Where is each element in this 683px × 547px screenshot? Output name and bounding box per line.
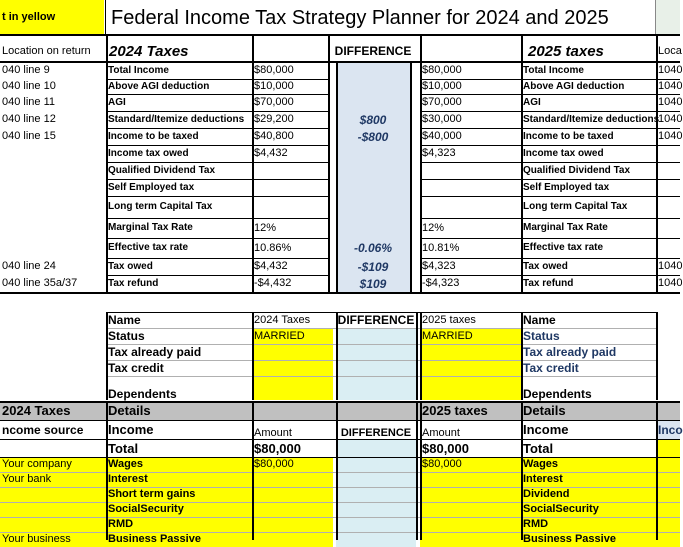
status-label: Tax already paid <box>108 345 202 359</box>
value-2025[interactable] <box>420 179 521 196</box>
status-difference[interactable] <box>336 344 416 360</box>
row-label: Qualified Dividend Tax <box>108 164 216 176</box>
details-2025-taxes: 2025 taxes <box>420 401 521 420</box>
income-label: Business Passive <box>106 532 252 547</box>
row-location-2025 <box>656 196 680 218</box>
difference-value[interactable]: $109 <box>336 275 410 292</box>
total-label: Total <box>108 440 139 456</box>
status-2024-value[interactable]: MARRIED <box>252 328 333 344</box>
status-label: Name <box>108 313 141 327</box>
status-label-2025: Tax already paid <box>523 345 617 359</box>
income-2024[interactable] <box>252 532 333 547</box>
income-source[interactable] <box>0 487 106 502</box>
row-label-2025: Tax refund <box>523 277 574 289</box>
page-title: Federal Income Tax Strategy Planner for 2024 and 2025 <box>111 7 609 29</box>
value-2025[interactable]: $10,000 <box>422 80 462 92</box>
amount-header-2025: Amount <box>422 427 460 439</box>
difference-value[interactable] <box>336 218 410 238</box>
status-2025-value[interactable] <box>420 376 521 400</box>
income-label-2025: Wages <box>521 457 656 472</box>
row-label: Self Employed tax <box>108 181 195 193</box>
status-2024-value[interactable] <box>252 376 333 400</box>
income-2024[interactable] <box>252 487 333 502</box>
status-difference[interactable] <box>336 376 416 400</box>
row-location <box>0 196 106 218</box>
income-label-2025: RMD <box>521 517 656 532</box>
income-2024[interactable] <box>252 517 333 532</box>
difference-value[interactable] <box>336 162 410 179</box>
row-location-2025: 1040 <box>658 113 683 125</box>
difference-value[interactable]: -$109 <box>336 258 410 275</box>
row-location: 040 line 10 <box>2 80 56 92</box>
income-difference[interactable] <box>336 487 416 502</box>
details-label: Details <box>106 401 252 420</box>
row-location-2025: 1040 <box>658 96 683 108</box>
difference-value[interactable] <box>336 62 410 79</box>
row-label: Tax owed <box>108 260 153 272</box>
income-difference[interactable] <box>336 472 416 487</box>
income-label: Short term gains <box>106 487 252 502</box>
value-2025[interactable]: 12% <box>422 221 445 234</box>
row-label-2025: Income to be taxed <box>523 130 614 142</box>
status-label-2025: Name <box>523 313 556 327</box>
row-label: Total Income <box>108 64 169 76</box>
income-label: Interest <box>106 472 252 487</box>
row-location-2025 <box>656 145 680 162</box>
income-label-2025: Business Passive <box>521 532 656 547</box>
total-difference[interactable] <box>336 439 416 457</box>
income-right[interactable] <box>656 502 680 517</box>
row-location <box>0 162 106 179</box>
value-2025[interactable] <box>420 196 521 218</box>
row-label-2025: Effective tax rate <box>523 242 604 253</box>
value-2025[interactable]: $70,000 <box>422 96 462 108</box>
income-2025[interactable] <box>420 472 521 487</box>
note-cell[interactable]: t in yellow <box>0 0 104 34</box>
status-2024-value[interactable]: 2024 Taxes <box>254 313 311 326</box>
value-2024[interactable]: $29,200 <box>254 113 294 125</box>
row-location: 040 line 35a/37 <box>2 277 78 289</box>
income-2024[interactable]: $80,000 <box>252 457 333 472</box>
row-label-2025: Long term Capital Tax <box>523 201 628 212</box>
details-right-bar <box>656 401 680 420</box>
income-source-header: ncome source <box>2 422 84 437</box>
row-location: 040 line 11 <box>2 96 56 108</box>
value-2024[interactable] <box>252 162 328 179</box>
income-2024[interactable] <box>252 472 333 487</box>
income-right[interactable] <box>656 487 680 502</box>
total-label-2025: Total <box>523 440 554 456</box>
income-right[interactable] <box>656 457 680 472</box>
income-2025[interactable]: $80,000 <box>420 457 521 472</box>
value-2025[interactable] <box>420 162 521 179</box>
income-difference[interactable] <box>336 532 416 547</box>
value-2024[interactable]: $40,800 <box>254 130 294 142</box>
income-label-2025: Dividend <box>521 487 656 502</box>
details-2024-taxes: 2024 Taxes <box>2 403 71 418</box>
income-label: Wages <box>106 457 252 472</box>
value-2024[interactable]: 12% <box>254 221 277 234</box>
income-difference[interactable] <box>336 502 416 517</box>
row-label: Income tax owed <box>108 147 189 159</box>
value-2024[interactable]: $4,432 <box>254 147 288 159</box>
status-2025-value[interactable]: MARRIED <box>420 328 521 344</box>
title-right-cell[interactable] <box>656 0 680 34</box>
value-2025[interactable]: $4,323 <box>422 260 456 272</box>
income-label-2025: Interest <box>521 472 656 487</box>
difference-value[interactable] <box>336 79 410 94</box>
header-location-right: Loca <box>658 44 682 57</box>
header-2025-taxes: 2025 taxes <box>528 42 604 60</box>
income-difference[interactable] <box>336 517 416 532</box>
total-right[interactable] <box>656 439 680 457</box>
status-difference[interactable] <box>336 328 416 344</box>
header-location: Location on return <box>2 44 91 57</box>
row-location <box>0 179 106 196</box>
status-label: Dependents <box>108 387 177 401</box>
row-label: Effective tax rate <box>108 242 189 253</box>
row-location <box>0 145 106 162</box>
row-location-2025 <box>656 238 680 258</box>
row-label-2025: Self Employed tax <box>523 181 610 193</box>
row-label-2025: Income tax owed <box>523 147 604 159</box>
income-2024[interactable] <box>252 502 333 517</box>
difference-value[interactable]: -0.06% <box>336 238 410 258</box>
difference-value[interactable] <box>336 196 410 218</box>
status-2025-value[interactable] <box>420 344 521 360</box>
difference-value[interactable] <box>336 145 410 162</box>
row-label: Marginal Tax Rate <box>108 222 193 233</box>
row-label-2025: Qualified Dividend Tax <box>523 164 631 176</box>
difference-header: DIFFERENCE <box>340 427 412 439</box>
status-difference[interactable]: DIFFERENCE <box>337 313 415 327</box>
row-location-2025: 1040 <box>658 277 683 289</box>
row-label: Above AGI deduction <box>108 80 210 92</box>
difference-value[interactable]: $800 <box>336 111 410 128</box>
row-location: 040 line 12 <box>2 113 56 125</box>
row-location: 040 line 24 <box>2 260 56 272</box>
income-right[interactable] <box>656 532 680 547</box>
income-label: RMD <box>106 517 252 532</box>
row-location-2025 <box>656 179 680 196</box>
row-location <box>0 218 106 238</box>
value-2024[interactable] <box>252 196 328 218</box>
income-right[interactable] <box>656 517 680 532</box>
header-2024-taxes: 2024 Taxes <box>109 42 189 60</box>
status-2024-value[interactable] <box>252 344 333 360</box>
difference-value[interactable] <box>336 94 410 111</box>
value-2024[interactable]: $4,432 <box>254 260 288 272</box>
amount-header: Amount <box>254 427 292 439</box>
total-2025: $80,000 <box>422 440 469 456</box>
income-source[interactable]: Your bank <box>0 472 106 487</box>
row-location: 040 line 15 <box>2 130 56 142</box>
status-2025-value[interactable] <box>420 360 521 376</box>
value-2024[interactable]: -$4,432 <box>254 277 292 289</box>
value-2025[interactable]: $30,000 <box>422 113 462 125</box>
row-label: Long term Capital Tax <box>108 201 213 212</box>
income-header-2025: Income <box>523 422 569 437</box>
status-2025-value[interactable]: 2025 taxes <box>422 313 476 326</box>
income-source[interactable] <box>0 517 106 532</box>
value-2024[interactable]: 10.86% <box>254 241 292 254</box>
status-label: Status <box>108 329 145 343</box>
row-label-2025: Marginal Tax Rate <box>523 222 608 233</box>
row-location <box>0 238 106 258</box>
status-2024-value[interactable] <box>252 360 333 376</box>
row-location-2025: 1040 <box>658 130 683 142</box>
value-2025[interactable]: $80,000 <box>422 64 462 76</box>
row-location: 040 line 9 <box>2 64 50 76</box>
total-2024: $80,000 <box>254 440 301 456</box>
row-label-2025: Tax owed <box>523 260 568 272</box>
income-2025[interactable] <box>420 517 521 532</box>
value-2025[interactable]: -$4,323 <box>422 277 460 289</box>
value-2025[interactable]: $4,323 <box>422 147 456 159</box>
row-location-2025: 1040 <box>658 64 683 76</box>
row-label-2025: Standard/Itemize deductions <box>523 113 660 125</box>
income-label: SocialSecurity <box>106 502 252 517</box>
status-label: Tax credit <box>108 361 164 375</box>
income-header: Income <box>108 422 154 437</box>
row-label: Standard/Itemize deductions <box>108 113 245 125</box>
row-label: Tax refund <box>108 277 159 289</box>
income-right[interactable] <box>656 472 680 487</box>
row-label-2025: Total Income <box>523 64 584 76</box>
status-label-2025: Dependents <box>523 387 592 401</box>
income-2025[interactable] <box>420 502 521 517</box>
row-location-2025 <box>656 218 680 238</box>
value-2024[interactable]: $10,000 <box>254 80 294 92</box>
value-2025[interactable]: $40,000 <box>422 130 462 142</box>
value-2024[interactable]: $70,000 <box>254 96 294 108</box>
row-location-2025: 1040 <box>658 260 683 272</box>
value-2024[interactable] <box>252 179 328 196</box>
row-location-2025 <box>656 162 680 179</box>
status-label-2025: Status <box>523 329 560 343</box>
status-difference[interactable] <box>336 360 416 376</box>
income-label-2025: SocialSecurity <box>521 502 656 517</box>
difference-value[interactable] <box>336 179 410 196</box>
status-label-2025: Tax credit <box>523 361 579 375</box>
details-label-2025: Details <box>521 401 656 420</box>
value-2024[interactable]: $80,000 <box>254 64 294 76</box>
income-source[interactable] <box>0 502 106 517</box>
value-2025[interactable]: 10.81% <box>422 241 460 254</box>
income-difference[interactable] <box>336 457 416 472</box>
income-source[interactable]: Your business <box>0 532 106 547</box>
row-label-2025: Above AGI deduction <box>523 80 625 92</box>
income-header-cut: Inco <box>656 420 680 439</box>
row-label: AGI <box>108 96 126 108</box>
income-2025[interactable] <box>420 487 521 502</box>
row-location-2025: 1040 <box>658 80 683 92</box>
income-source[interactable]: Your company <box>0 457 106 472</box>
row-label-2025: AGI <box>523 96 541 108</box>
difference-value[interactable]: -$800 <box>336 128 410 145</box>
income-2025[interactable] <box>420 532 521 547</box>
row-label: Income to be taxed <box>108 130 199 142</box>
header-difference: DIFFERENCE <box>334 44 412 58</box>
